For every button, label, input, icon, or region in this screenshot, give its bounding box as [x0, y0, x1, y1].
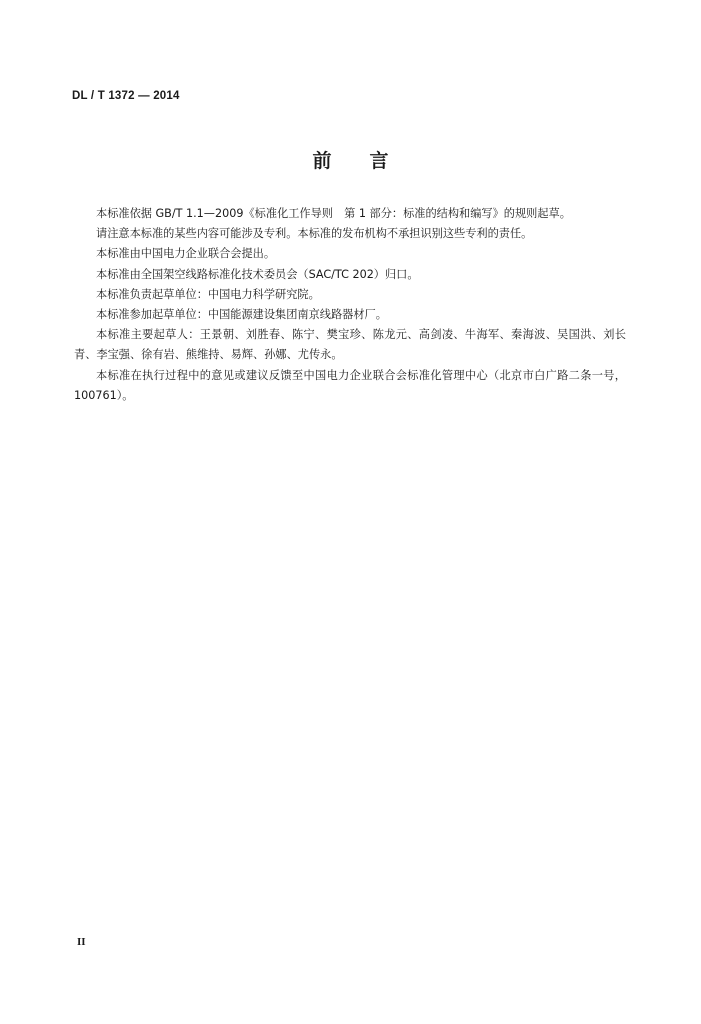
document-code: DL / T 1372 — 2014	[72, 90, 180, 102]
paragraph: 本标准主要起草人：王景朝、刘胜春、陈宁、樊宝珍、陈龙元、高剑凌、牛海军、秦海波、吴国洪、刘长青、李宝强、徐有岩、熊维持、易辉、孙娜、尤传永。	[74, 328, 626, 362]
paragraph: 本标准依据 GB/T 1.1—2009《标准化工作导则 第 1 部分：标准的结构和编写》的规则起草。	[96, 207, 571, 220]
paragraph: 本标准负责起草单位：中国电力科学研究院。	[96, 287, 320, 301]
paragraph: 本标准参加起草单位：中国能源建设集团南京线路器材厂。	[96, 308, 387, 322]
paragraph: 本标准由全国架空线路标准化技术委员会（SAC/TC 202）归口。	[96, 267, 419, 281]
paragraph: 本标准由中国电力企业联合会提出。	[96, 247, 276, 261]
preface-body	[74, 204, 626, 406]
page-number: II	[77, 936, 86, 948]
paragraph: 本标准在执行过程中的意见或建议反馈至中国电力企业联合会标准化管理中心（北京市白广路二条一号，100761）。	[74, 368, 626, 402]
paragraph: 请注意本标准的某些内容可能涉及专利。本标准的发布机构不承担识别这些专利的责任。	[96, 227, 533, 241]
page-title: 前 言	[312, 150, 389, 172]
